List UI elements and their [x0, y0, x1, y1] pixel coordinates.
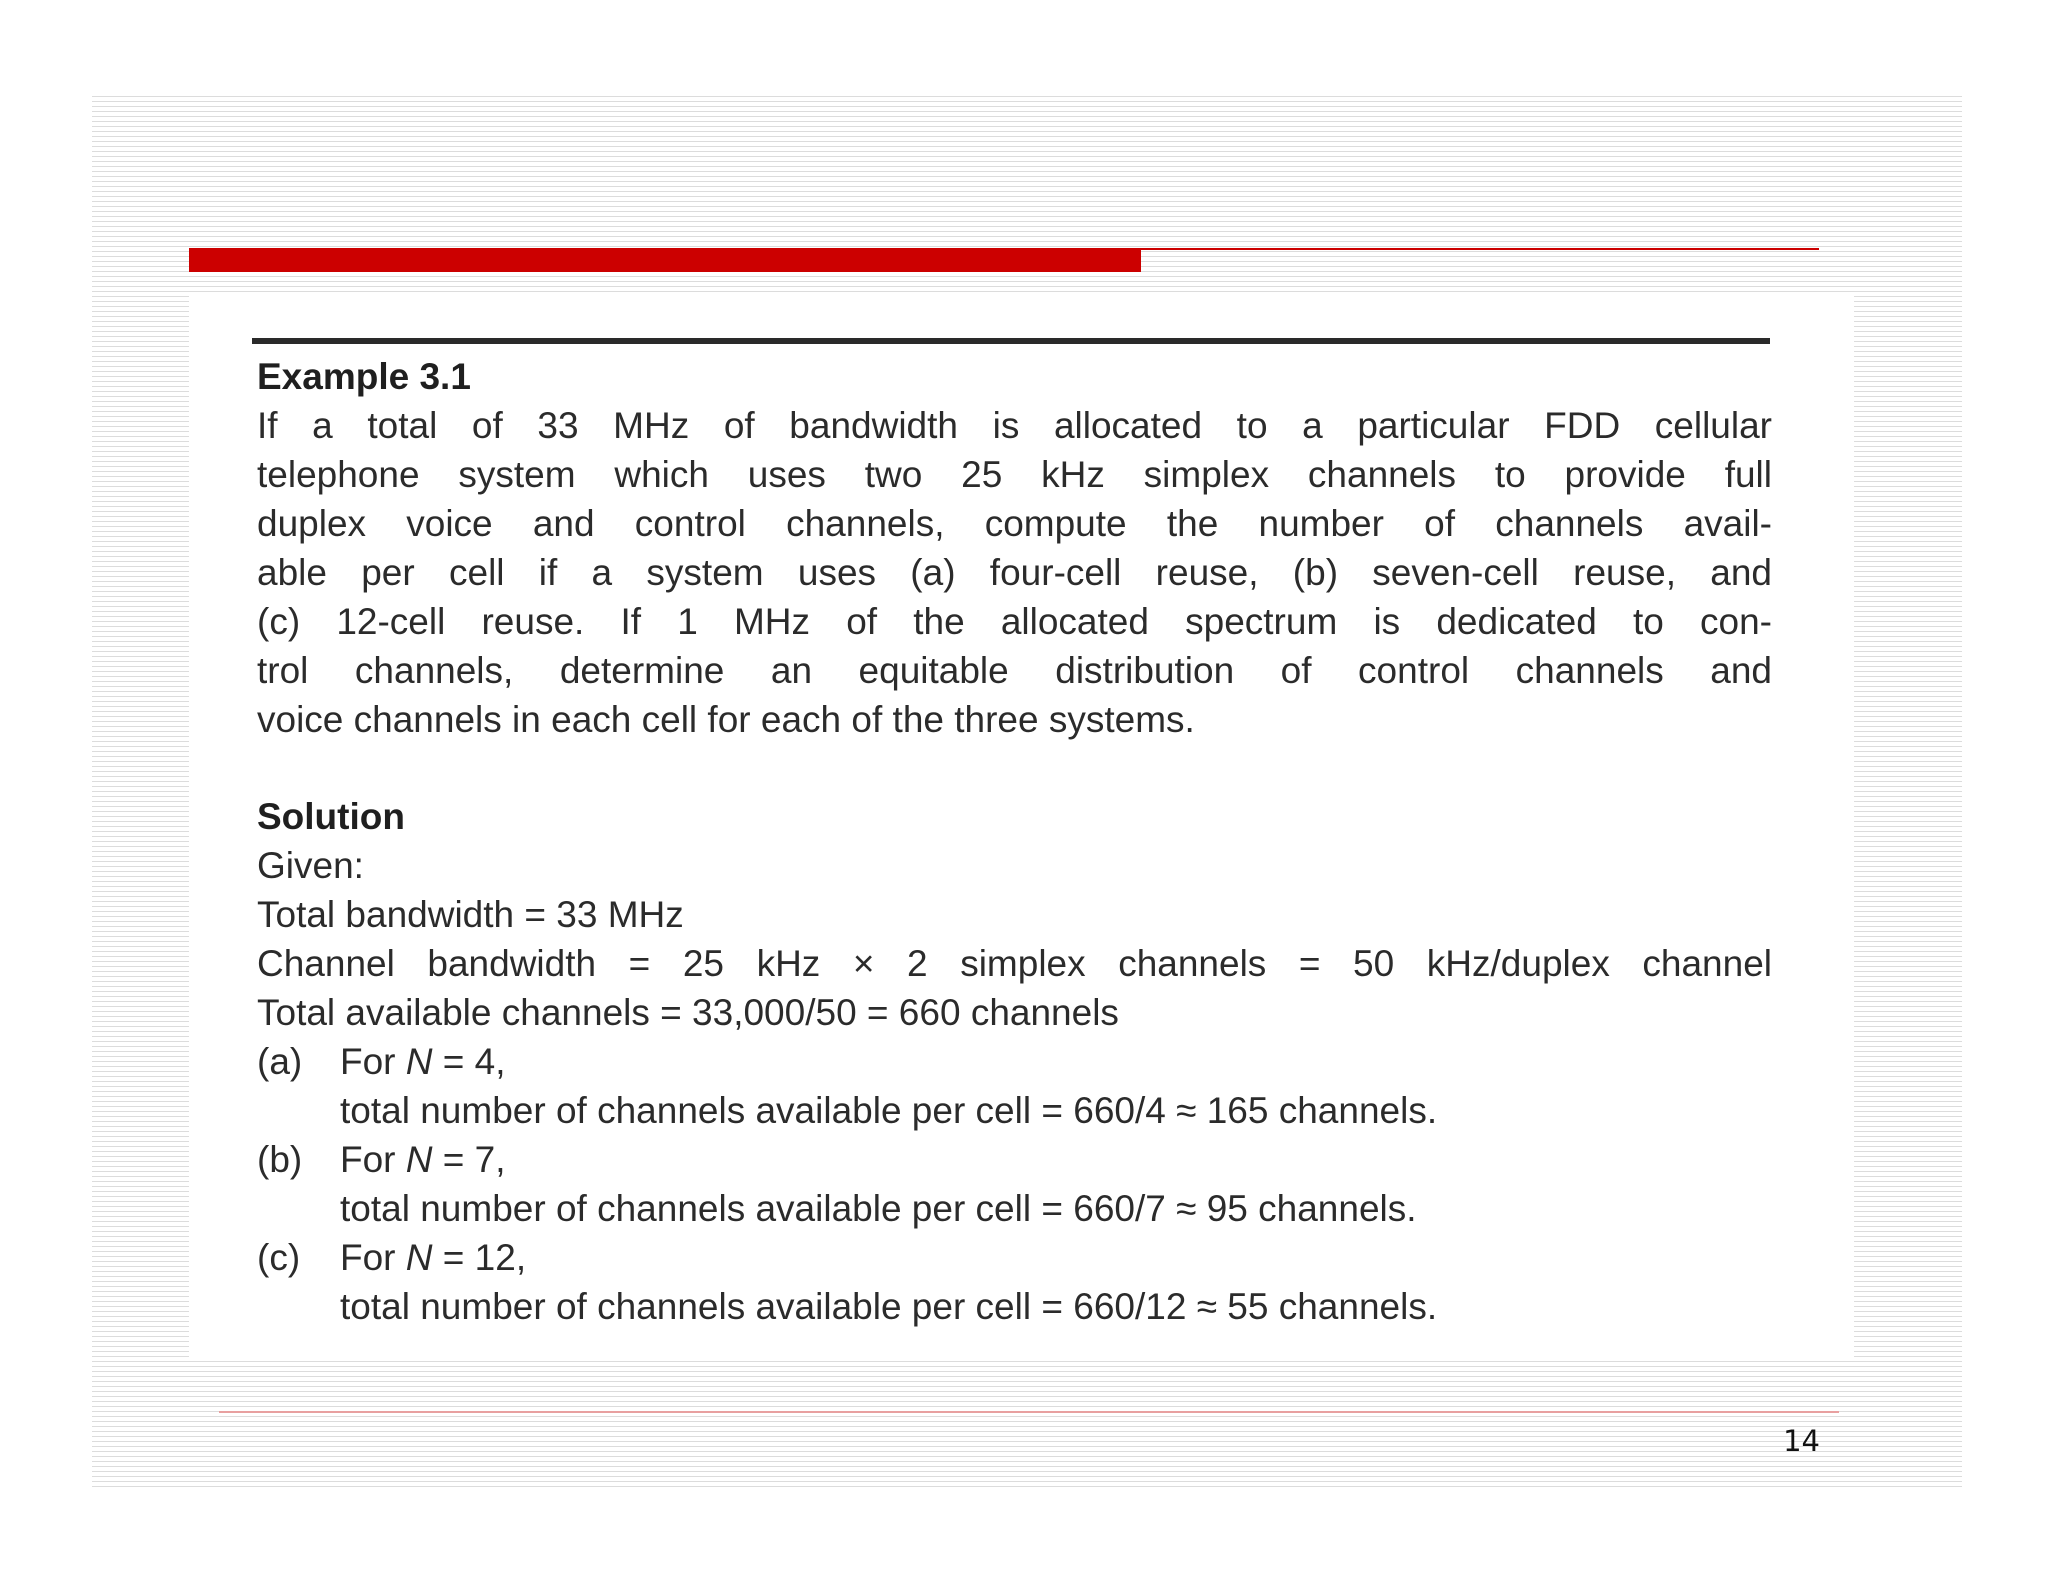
solution-item-c: [257, 1233, 1772, 1282]
problem-line: voice channels in each cell for each of the three systems.: [257, 699, 1195, 740]
item-case-prefix: For: [340, 1139, 406, 1180]
item-case-prefix: For: [340, 1041, 406, 1082]
item-label: (a): [257, 1041, 303, 1082]
item-result: total number of channels available per cell = 660/4 ≈ 165 channels.: [340, 1090, 1438, 1131]
item-case-variable: N: [405, 1041, 433, 1082]
text-content: [257, 352, 1772, 1331]
problem-line: telephone system which uses two 25 kHz simplex channels to provide full: [257, 454, 1772, 495]
problem-line: duplex voice and control channels, compute the number of channels avail-: [257, 503, 1772, 544]
item-label: (b): [257, 1139, 303, 1180]
item-case-value: = 7,: [432, 1139, 506, 1180]
given-line: Channel bandwidth = 25 kHz × 2 simplex channels = 50 kHz/duplex channel: [257, 943, 1772, 984]
section-rule: [252, 338, 1770, 344]
example-heading: Example 3.1: [257, 356, 471, 397]
item-case-value: = 12,: [432, 1237, 527, 1278]
given-line: Total available channels = 33,000/50 = 660 channels: [257, 992, 1119, 1033]
title-accent-bar: [189, 248, 1141, 272]
item-case-value: = 4,: [432, 1041, 506, 1082]
spacer: [257, 744, 1772, 792]
problem-line: (c) 12-cell reuse. If 1 MHz of the allocated spectrum is dedicated to con-: [257, 601, 1772, 642]
solution-item-a: [257, 1037, 1772, 1086]
problem-line: trol channels, determine an equitable distribution of control channels and: [257, 650, 1772, 691]
example-problem-text: [257, 401, 1772, 744]
problem-line: If a total of 33 MHz of bandwidth is allocated to a particular FDD cellular: [257, 405, 1772, 446]
problem-line: able per cell if a system uses (a) four-cell reuse, (b) seven-cell reuse, and: [257, 552, 1772, 593]
given-line: Total bandwidth = 33 MHz: [257, 894, 684, 935]
page-number: 14: [1783, 1424, 1820, 1458]
given-label: Given:: [257, 845, 364, 886]
item-case-variable: N: [405, 1237, 433, 1278]
item-label: (c): [257, 1237, 301, 1278]
solution-heading: Solution: [257, 796, 405, 837]
footer-rule: [219, 1411, 1839, 1413]
item-case-variable: N: [405, 1139, 433, 1180]
item-case-prefix: For: [340, 1237, 406, 1278]
title-accent-line: [1141, 248, 1819, 250]
item-result: total number of channels available per cell = 660/7 ≈ 95 channels.: [340, 1188, 1417, 1229]
solution-item-b: [257, 1135, 1772, 1184]
item-result: total number of channels available per cell = 660/12 ≈ 55 channels.: [340, 1286, 1438, 1327]
